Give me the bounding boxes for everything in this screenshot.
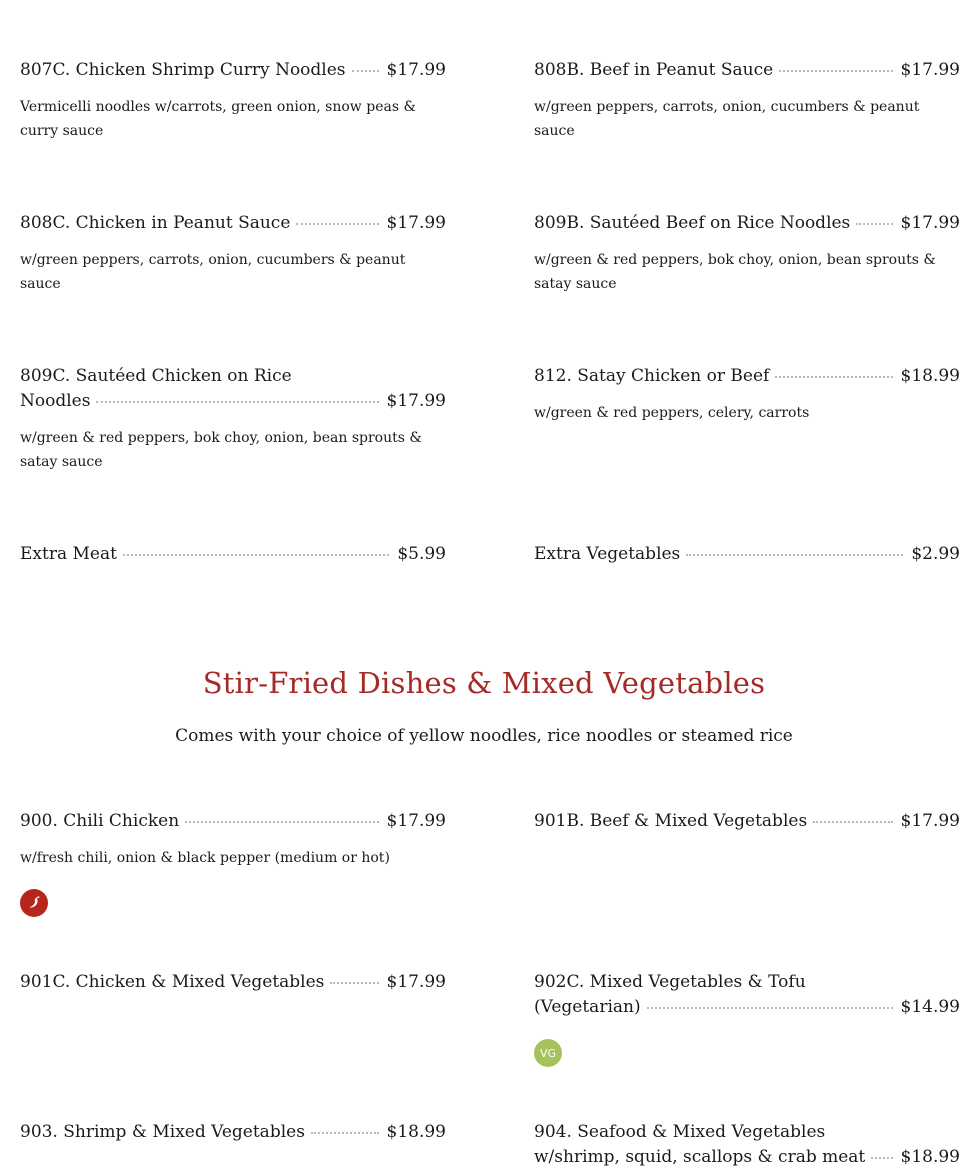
leader-dots	[96, 401, 378, 403]
item-name: 809B. Sautéed Beef on Rice Noodles	[534, 213, 851, 233]
item-name-line2: (Vegetarian)	[534, 997, 641, 1017]
item-description: w/green peppers, carrots, onion, cucumbers & peanut sauce	[20, 252, 406, 292]
menu-item-809b	[534, 211, 960, 296]
chili-pepper-icon	[20, 889, 48, 917]
item-description: w/green & red peppers, bok choy, onion, bean sprouts & satay sauce	[20, 430, 422, 470]
item-description: w/green & red peppers, celery, carrots	[534, 405, 810, 421]
item-price: $17.99	[900, 811, 960, 831]
item-name: 808B. Beef in Peanut Sauce	[534, 60, 774, 80]
item-price: $17.99	[900, 60, 960, 80]
item-name: 808C. Chicken in Peanut Sauce	[20, 213, 291, 233]
menu-item-809c	[20, 364, 446, 474]
menu-item-901b	[534, 809, 960, 834]
item-description: Vermicelli noodles w/carrots, green onion, snow peas & curry sauce	[20, 99, 416, 139]
leader-dots	[311, 1132, 379, 1134]
item-name: Extra Vegetables	[534, 544, 681, 564]
vegetarian-badge: VG	[534, 1039, 562, 1067]
item-name: 903. Shrimp & Mixed Vegetables	[20, 1122, 305, 1142]
leader-dots	[686, 554, 903, 556]
item-price: $17.99	[386, 391, 446, 411]
item-name-line2: w/shrimp, squid, scallops & crab meat	[534, 1147, 866, 1167]
leader-dots	[779, 70, 892, 72]
menu-item-807c	[20, 58, 446, 143]
menu-item-808c	[20, 211, 446, 296]
menu-item-901c	[20, 970, 446, 995]
item-name-line1: 902C. Mixed Vegetables & Tofu	[534, 972, 806, 992]
item-name-line1: 904. Seafood & Mixed Vegetables	[534, 1122, 826, 1142]
item-price: $17.99	[386, 213, 446, 233]
item-price: $5.99	[397, 544, 446, 564]
menu-item-extra-meat	[20, 542, 446, 567]
leader-dots	[871, 1157, 892, 1159]
item-name-line2: Noodles	[20, 391, 91, 411]
leader-dots	[296, 223, 378, 225]
item-price: $14.99	[900, 997, 960, 1017]
item-price: $17.99	[386, 972, 446, 992]
leader-dots	[352, 70, 379, 72]
leader-dots	[123, 554, 389, 556]
item-name-line1: 809C. Sautéed Chicken on Rice	[20, 366, 292, 386]
item-name: 807C. Chicken Shrimp Curry Noodles	[20, 60, 346, 80]
chili-pepper-icon-svg	[26, 895, 42, 911]
item-price: $18.99	[386, 1122, 446, 1142]
item-name: 900. Chili Chicken	[20, 811, 180, 831]
section-subtitle: Comes with your choice of yellow noodles, rice noodles or steamed rice	[175, 726, 793, 746]
item-price: $17.99	[900, 213, 960, 233]
leader-dots	[775, 376, 892, 378]
item-name: 901C. Chicken & Mixed Vegetables	[20, 972, 325, 992]
item-description: w/green & red peppers, bok choy, onion, bean sprouts & satay sauce	[534, 252, 936, 292]
item-price: $17.99	[386, 60, 446, 80]
menu-item-902c	[534, 970, 960, 1020]
menu-item-808b	[534, 58, 960, 143]
leader-dots	[330, 982, 378, 984]
menu-item-903	[20, 1120, 446, 1145]
leader-dots	[185, 821, 378, 823]
item-description: w/green peppers, carrots, onion, cucumbers & peanut sauce	[534, 99, 920, 139]
menu-item-812	[534, 364, 960, 425]
item-name: Extra Meat	[20, 544, 117, 564]
item-name: 901B. Beef & Mixed Vegetables	[534, 811, 808, 831]
menu-item-904	[534, 1120, 960, 1170]
item-description: w/fresh chili, onion & black pepper (medium or hot)	[20, 850, 390, 866]
item-price: $17.99	[386, 811, 446, 831]
item-price: $2.99	[911, 544, 960, 564]
item-price: $18.99	[900, 366, 960, 386]
menu-item-900	[20, 809, 446, 870]
leader-dots	[813, 821, 892, 823]
section-title: Stir-Fried Dishes & Mixed Vegetables	[202, 666, 766, 700]
item-price: $18.99	[900, 1147, 960, 1167]
menu-item-extra-vegetables	[534, 542, 960, 567]
leader-dots	[856, 223, 892, 225]
item-name: 812. Satay Chicken or Beef	[534, 366, 770, 386]
leader-dots	[647, 1007, 893, 1009]
